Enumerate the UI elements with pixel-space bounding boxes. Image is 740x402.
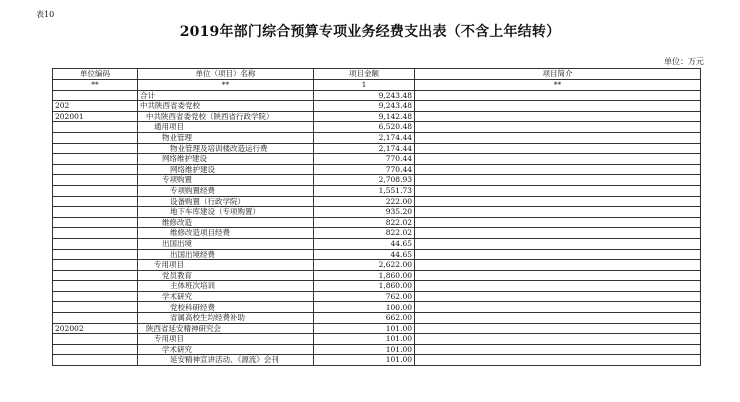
unit-label: 单位：万元 — [664, 57, 704, 66]
intro-cell — [415, 249, 701, 260]
table-row — [53, 334, 701, 345]
intro-cell — [415, 323, 701, 334]
intro-cell — [415, 291, 701, 302]
unit-code-cell — [53, 334, 138, 345]
header-intro: 项目简介 — [415, 69, 701, 80]
table-row — [53, 228, 701, 239]
header-unit-name: 单位（项目）名称 — [138, 69, 314, 80]
document-title: 2019年部门综合预算专项业务经费支出表（不含上年结转） — [179, 24, 561, 40]
unit-code-cell — [53, 132, 138, 143]
unit-code-cell — [53, 355, 138, 366]
unit-name-cell: 设备购置（行政学院） — [138, 196, 314, 207]
unit-name-cell: 中共陕西省委党校（陕西省行政学院） — [138, 111, 314, 122]
unit-name-cell: 物业管理及培训楼改造运行费 — [138, 143, 314, 154]
expenditure-table — [52, 68, 701, 366]
marker-row — [53, 80, 701, 91]
table-row — [53, 355, 701, 366]
amount-cell: 770.44 — [314, 164, 415, 175]
marker-cell: ** — [138, 80, 314, 91]
unit-name-cell: 专用项目 — [138, 260, 314, 271]
unit-name-cell: 出国出境 — [138, 238, 314, 249]
table-row — [53, 111, 701, 122]
marker-cell: ** — [415, 80, 701, 91]
unit-code-cell — [53, 164, 138, 175]
intro-cell — [415, 344, 701, 355]
amount-cell: 1,860.00 — [314, 281, 415, 292]
unit-name-cell: 省属高校生均经费补助 — [138, 313, 314, 324]
table-row — [53, 249, 701, 260]
unit-name-cell: 党校科研经费 — [138, 302, 314, 313]
amount-cell: 44.65 — [314, 249, 415, 260]
intro-cell — [415, 260, 701, 271]
unit-code-cell — [53, 90, 138, 101]
unit-code-cell — [53, 281, 138, 292]
unit-name-cell: 网络维护建设 — [138, 154, 314, 165]
table-row — [53, 313, 701, 324]
table-row — [53, 302, 701, 313]
amount-cell: 822.02 — [314, 228, 415, 239]
amount-cell: 9,243.48 — [314, 101, 415, 112]
intro-cell — [415, 207, 701, 218]
unit-name-cell: 主体班次培训 — [138, 281, 314, 292]
unit-code-cell — [53, 313, 138, 324]
intro-cell — [415, 122, 701, 133]
header-amount: 项目金额 — [314, 69, 415, 80]
unit-code-cell — [53, 175, 138, 186]
intro-cell — [415, 143, 701, 154]
intro-cell — [415, 101, 701, 112]
table-row — [53, 291, 701, 302]
marker-cell: ** — [53, 80, 138, 91]
intro-cell — [415, 196, 701, 207]
unit-name-cell: 专项购置经费 — [138, 185, 314, 196]
unit-name-cell: 陕西省延安精神研究会 — [138, 323, 314, 334]
table-row — [53, 185, 701, 196]
unit-code-cell — [53, 143, 138, 154]
amount-cell: 935.20 — [314, 207, 415, 218]
intro-cell — [415, 132, 701, 143]
unit-name-cell: 出国出境经费 — [138, 249, 314, 260]
unit-name-cell: 维修改造项目经费 — [138, 228, 314, 239]
amount-cell: 6,520.48 — [314, 122, 415, 133]
unit-name-cell: 延安精神宣讲活动、《源流》会刊 — [138, 355, 314, 366]
unit-code-cell: 202 — [53, 101, 138, 112]
unit-code-cell — [53, 291, 138, 302]
unit-name-cell: 学术研究 — [138, 344, 314, 355]
amount-cell: 9,142.48 — [314, 111, 415, 122]
intro-cell — [415, 217, 701, 228]
intro-cell — [415, 270, 701, 281]
amount-cell: 9,243.48 — [314, 90, 415, 101]
amount-cell: 44.65 — [314, 238, 415, 249]
intro-cell — [415, 175, 701, 186]
amount-cell: 101.00 — [314, 334, 415, 345]
amount-cell: 762.00 — [314, 291, 415, 302]
intro-cell — [415, 185, 701, 196]
unit-name-cell: 学术研究 — [138, 291, 314, 302]
table-row — [53, 217, 701, 228]
unit-name-cell: 通用项目 — [138, 122, 314, 133]
intro-cell — [415, 313, 701, 324]
header-row — [53, 69, 701, 80]
unit-name-cell: 维修改造 — [138, 217, 314, 228]
amount-cell: 1,860.00 — [314, 270, 415, 281]
unit-code-cell — [53, 260, 138, 271]
unit-code-cell — [53, 238, 138, 249]
table-row — [53, 207, 701, 218]
table-row — [53, 154, 701, 165]
intro-cell — [415, 90, 701, 101]
amount-cell: 222.00 — [314, 196, 415, 207]
unit-name-cell: 物业管理 — [138, 132, 314, 143]
intro-cell — [415, 238, 701, 249]
table-row — [53, 143, 701, 154]
amount-cell: 1,551.73 — [314, 185, 415, 196]
table-row — [53, 238, 701, 249]
amount-cell: 2,622.00 — [314, 260, 415, 271]
amount-cell: 662.00 — [314, 313, 415, 324]
unit-code-cell — [53, 185, 138, 196]
unit-code-cell — [53, 344, 138, 355]
unit-code-cell — [53, 217, 138, 228]
unit-name-cell: 地下车库建设（专项购置） — [138, 207, 314, 218]
unit-name-cell: 专用项目 — [138, 334, 314, 345]
intro-cell — [415, 302, 701, 313]
intro-cell — [415, 164, 701, 175]
intro-cell — [415, 334, 701, 345]
table-row — [53, 122, 701, 133]
unit-code-cell — [53, 228, 138, 239]
unit-code-cell — [53, 122, 138, 133]
table-row — [53, 132, 701, 143]
table-row — [53, 90, 701, 101]
amount-cell: 822.02 — [314, 217, 415, 228]
unit-code-cell — [53, 154, 138, 165]
intro-cell — [415, 111, 701, 122]
amount-cell: 770.44 — [314, 154, 415, 165]
table-row — [53, 323, 701, 334]
unit-code-cell — [53, 249, 138, 260]
table-row — [53, 260, 701, 271]
unit-name-cell: 党员教育 — [138, 270, 314, 281]
intro-cell — [415, 154, 701, 165]
amount-cell: 100.00 — [314, 302, 415, 313]
amount-cell: 101.00 — [314, 344, 415, 355]
table-row — [53, 344, 701, 355]
unit-code-cell: 202001 — [53, 111, 138, 122]
amount-cell: 2,174.44 — [314, 132, 415, 143]
table-row — [53, 101, 701, 112]
unit-code-cell: 202002 — [53, 323, 138, 334]
table-row — [53, 164, 701, 175]
unit-code-cell — [53, 196, 138, 207]
unit-name-cell: 网络维护建设 — [138, 164, 314, 175]
table-row — [53, 270, 701, 281]
table-body — [53, 90, 701, 365]
amount-cell: 101.00 — [314, 355, 415, 366]
unit-code-cell — [53, 270, 138, 281]
table-number-tag: 表10 — [36, 10, 55, 19]
table-row — [53, 281, 701, 292]
table-row — [53, 196, 701, 207]
intro-cell — [415, 281, 701, 292]
unit-name-cell: 专项购置 — [138, 175, 314, 186]
unit-code-cell — [53, 207, 138, 218]
unit-name-cell: 中共陕西省委党校 — [138, 101, 314, 112]
marker-cell: 1 — [314, 80, 415, 91]
unit-code-cell — [53, 302, 138, 313]
amount-cell: 2,174.44 — [314, 143, 415, 154]
intro-cell — [415, 228, 701, 239]
table-row — [53, 175, 701, 186]
amount-cell: 2,708.93 — [314, 175, 415, 186]
amount-cell: 101.00 — [314, 323, 415, 334]
intro-cell — [415, 355, 701, 366]
unit-name-cell: 合计 — [138, 90, 314, 101]
header-unit-code: 单位编码 — [53, 69, 138, 80]
